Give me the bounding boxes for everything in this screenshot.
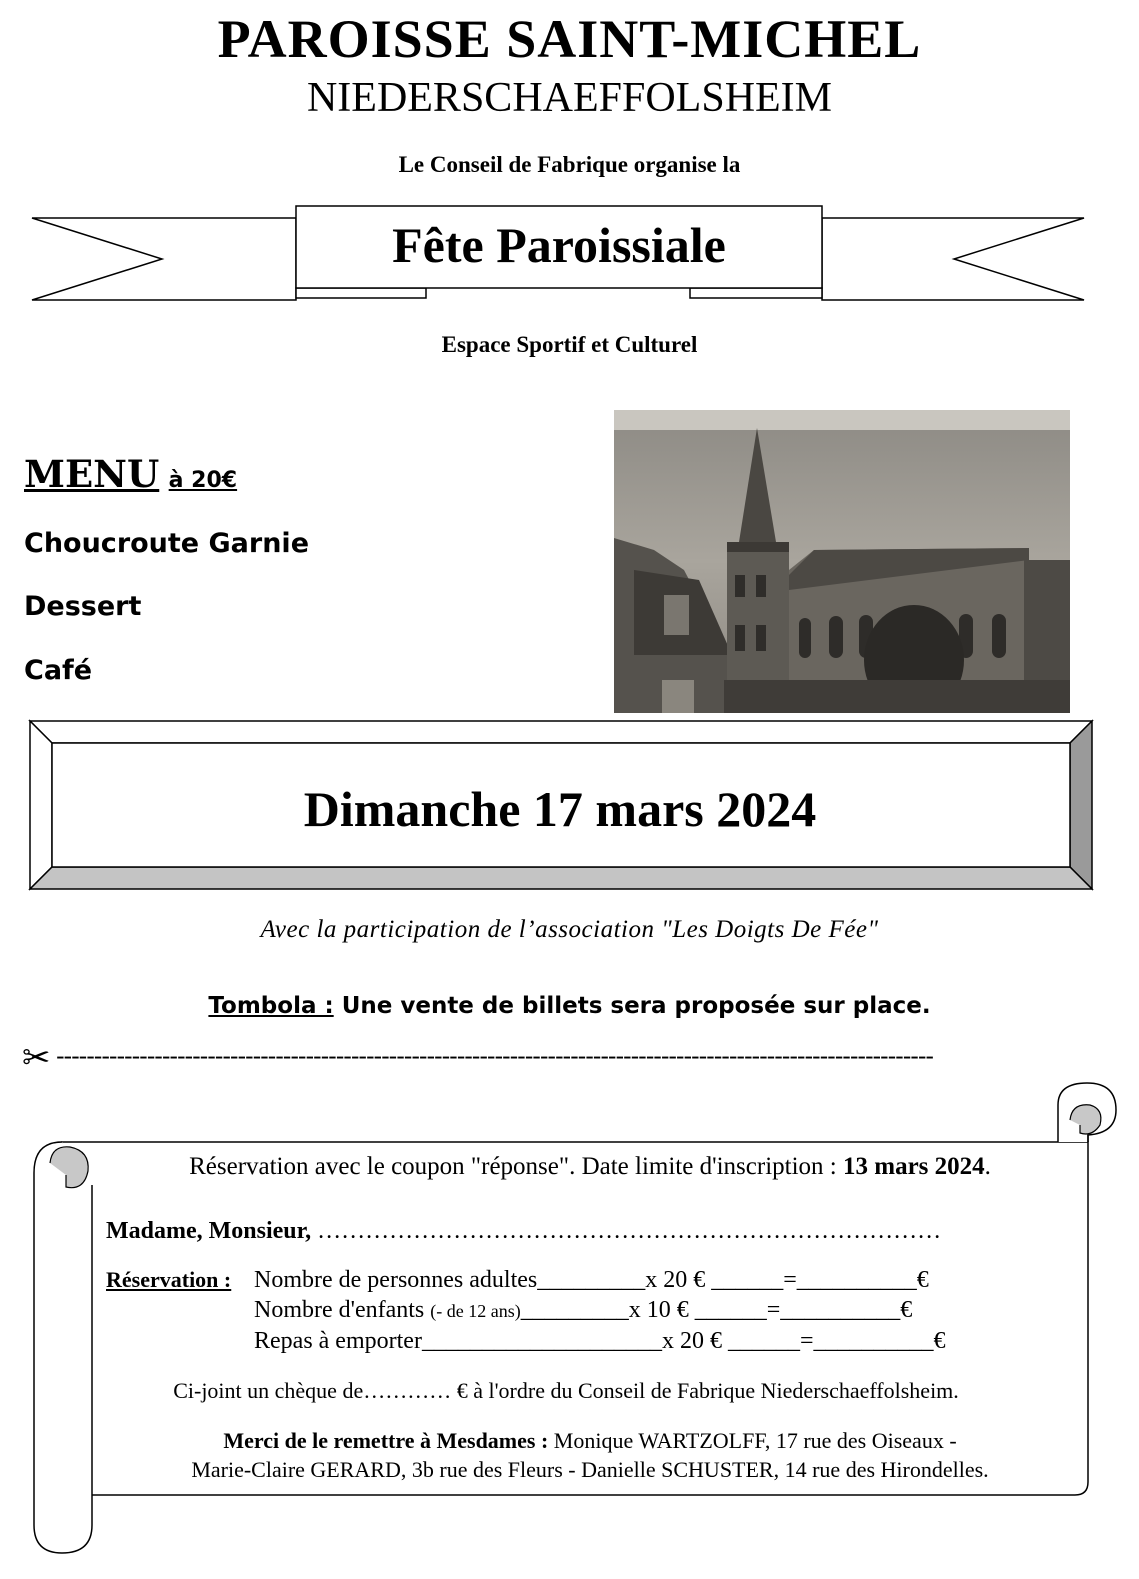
event-date: Dimanche 17 mars 2024 bbox=[303, 781, 817, 837]
reservation-label: Réservation : bbox=[106, 1267, 232, 1292]
row-price: x 20 € bbox=[661, 1328, 722, 1354]
reservation-intro-end: . bbox=[984, 1153, 991, 1180]
row-price: x 10 € bbox=[628, 1297, 689, 1323]
adults-count-field[interactable]: _________ bbox=[537, 1267, 646, 1293]
greeting-line bbox=[106, 1218, 941, 1245]
page-subtitle: NIEDERSCHAEFFOLSHEIM bbox=[306, 75, 833, 121]
church-photo bbox=[614, 410, 1070, 713]
reservation-intro bbox=[96, 1153, 1084, 1181]
reservation-row-takeaway bbox=[106, 1328, 945, 1355]
takeaway-count-field[interactable]: ____________________ bbox=[421, 1328, 662, 1354]
row-label: Nombre d'enfants bbox=[254, 1297, 431, 1323]
children-total-field[interactable]: ______=__________€ bbox=[688, 1297, 913, 1323]
association-note: Avec la participation de l’association "Les Doigts De Fée" bbox=[260, 916, 879, 943]
row-label: Nombre de personnes adultes bbox=[254, 1267, 538, 1293]
menu-price: à 20€ bbox=[168, 468, 238, 493]
tombola-line bbox=[0, 993, 1139, 1019]
cheque-line: Ci-joint un chèque de………… € à l'ordre du Conseil de Fabrique Niederschaeffolsheim. bbox=[173, 1378, 959, 1403]
greeting-blank[interactable]: …………………………………………………………………… bbox=[311, 1218, 942, 1244]
venue-line: Espace Sportif et Culturel bbox=[441, 332, 698, 357]
banner-title: Fête Paroissiale bbox=[392, 217, 726, 273]
menu-item: Dessert bbox=[24, 591, 142, 622]
reservation-intro-text: Réservation avec le coupon "réponse". Date limite d'inscription : bbox=[189, 1153, 843, 1180]
address-line: Marie-Claire GERARD, 3b rue des Fleurs - Danielle SCHUSTER, 14 rue des Hirondelles. bbox=[191, 1457, 989, 1482]
page-title: PAROISSE SAINT-MICHEL bbox=[217, 9, 922, 69]
scroll-frame bbox=[0, 1075, 1139, 1579]
merci-text: Monique WARTZOLFF, 17 rue des Oiseaux - bbox=[548, 1428, 957, 1453]
reservation-row-children bbox=[106, 1297, 912, 1324]
scissors-icon: ✂ bbox=[22, 1040, 51, 1077]
menu-item: Choucroute Garnie bbox=[24, 528, 310, 559]
merci-line bbox=[96, 1428, 1084, 1454]
tombola-text: Une vente de billets sera proposée sur place. bbox=[333, 993, 931, 1019]
greeting-label: Madame, Monsieur, bbox=[106, 1218, 312, 1244]
row-price: x 20 € bbox=[645, 1267, 706, 1293]
row-label: Repas à emporter bbox=[254, 1328, 422, 1354]
reservation-deadline: 13 mars 2024 bbox=[843, 1153, 985, 1180]
children-count-field[interactable]: _________ bbox=[520, 1297, 629, 1323]
adults-total-field[interactable]: ______=__________€ bbox=[705, 1267, 929, 1293]
reservation-row-adults bbox=[106, 1267, 929, 1294]
takeaway-total-field[interactable]: ______=__________€ bbox=[721, 1328, 946, 1354]
row-note: (- de 12 ans) bbox=[430, 1301, 521, 1321]
menu-title: MENU bbox=[24, 452, 160, 496]
menu-item: Café bbox=[24, 655, 93, 686]
tombola-label: Tombola : bbox=[208, 993, 334, 1019]
merci-label: Merci de le remettre à Mesdames : bbox=[223, 1428, 549, 1453]
cut-line: -------------------------------------------------------------------------------------------------------------------- bbox=[56, 1042, 933, 1070]
menu-heading bbox=[24, 452, 237, 496]
organizer-line: Le Conseil de Fabrique organise la bbox=[398, 152, 741, 177]
